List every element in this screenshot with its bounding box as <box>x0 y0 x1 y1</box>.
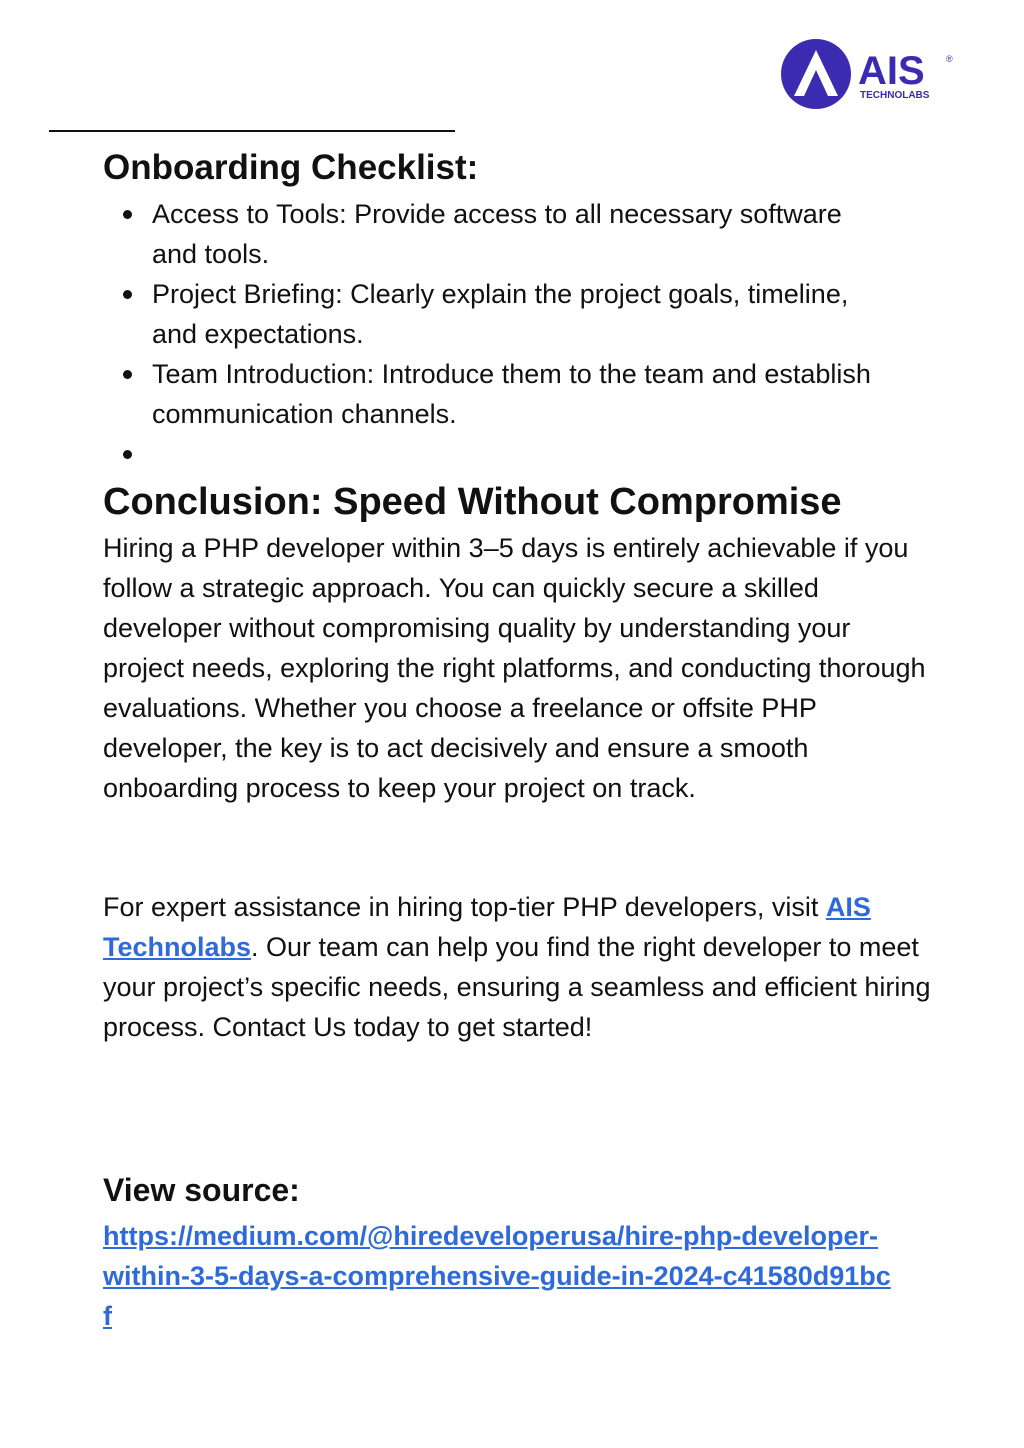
list-item: Team Introduction: Introduce them to the team and establish communication channels. <box>152 354 892 434</box>
onboarding-heading: Onboarding Checklist: <box>103 148 479 187</box>
onboarding-checklist <box>103 194 892 474</box>
logo-subtext: TECHNOLABS <box>860 90 930 101</box>
assistance-paragraph <box>103 887 933 1047</box>
paragraph-text-after: . Our team can help you find the right developer to meet your project’s specific needs, ensuring a seamless and efficient hiring process. Contact Us today to get started! <box>103 932 931 1042</box>
conclusion-paragraph: Hiring a PHP developer within 3–5 days is entirely achievable if you follow a strategic approach. You can quickly secure a skilled developer without compromising quality by understanding your project needs, exploring the right platforms, and conducting thorough evaluations. Whether you choose a freelance or offsite PHP developer, the key is to act decisively and ensure a smooth onboarding process to keep your project on track. <box>103 533 926 803</box>
ais-technolabs-link[interactable]: AIS Technolabs <box>103 892 871 962</box>
list-item: Access to Tools: Provide access to all necessary software and tools. <box>152 194 892 274</box>
conclusion-heading: Conclusion: Speed Without Compromise <box>103 481 842 523</box>
ais-technolabs-logo <box>780 38 960 114</box>
registered-mark: ® <box>946 54 953 64</box>
divider-line <box>49 130 455 132</box>
view-source-heading: View source: <box>103 1172 300 1208</box>
paragraph-text-before: For expert assistance in hiring top-tier PHP developers, visit <box>103 892 826 922</box>
source-url-link[interactable]: https://medium.com/@hiredeveloperusa/hire-php-developer-within-3-5-days-a-comprehensive-guide-in-2024-c41580d91bcf <box>103 1221 891 1331</box>
logo-text: AIS <box>858 49 925 93</box>
list-item: Project Briefing: Clearly explain the project goals, timeline, and expectations. <box>152 274 892 354</box>
list-item-empty <box>152 434 892 474</box>
